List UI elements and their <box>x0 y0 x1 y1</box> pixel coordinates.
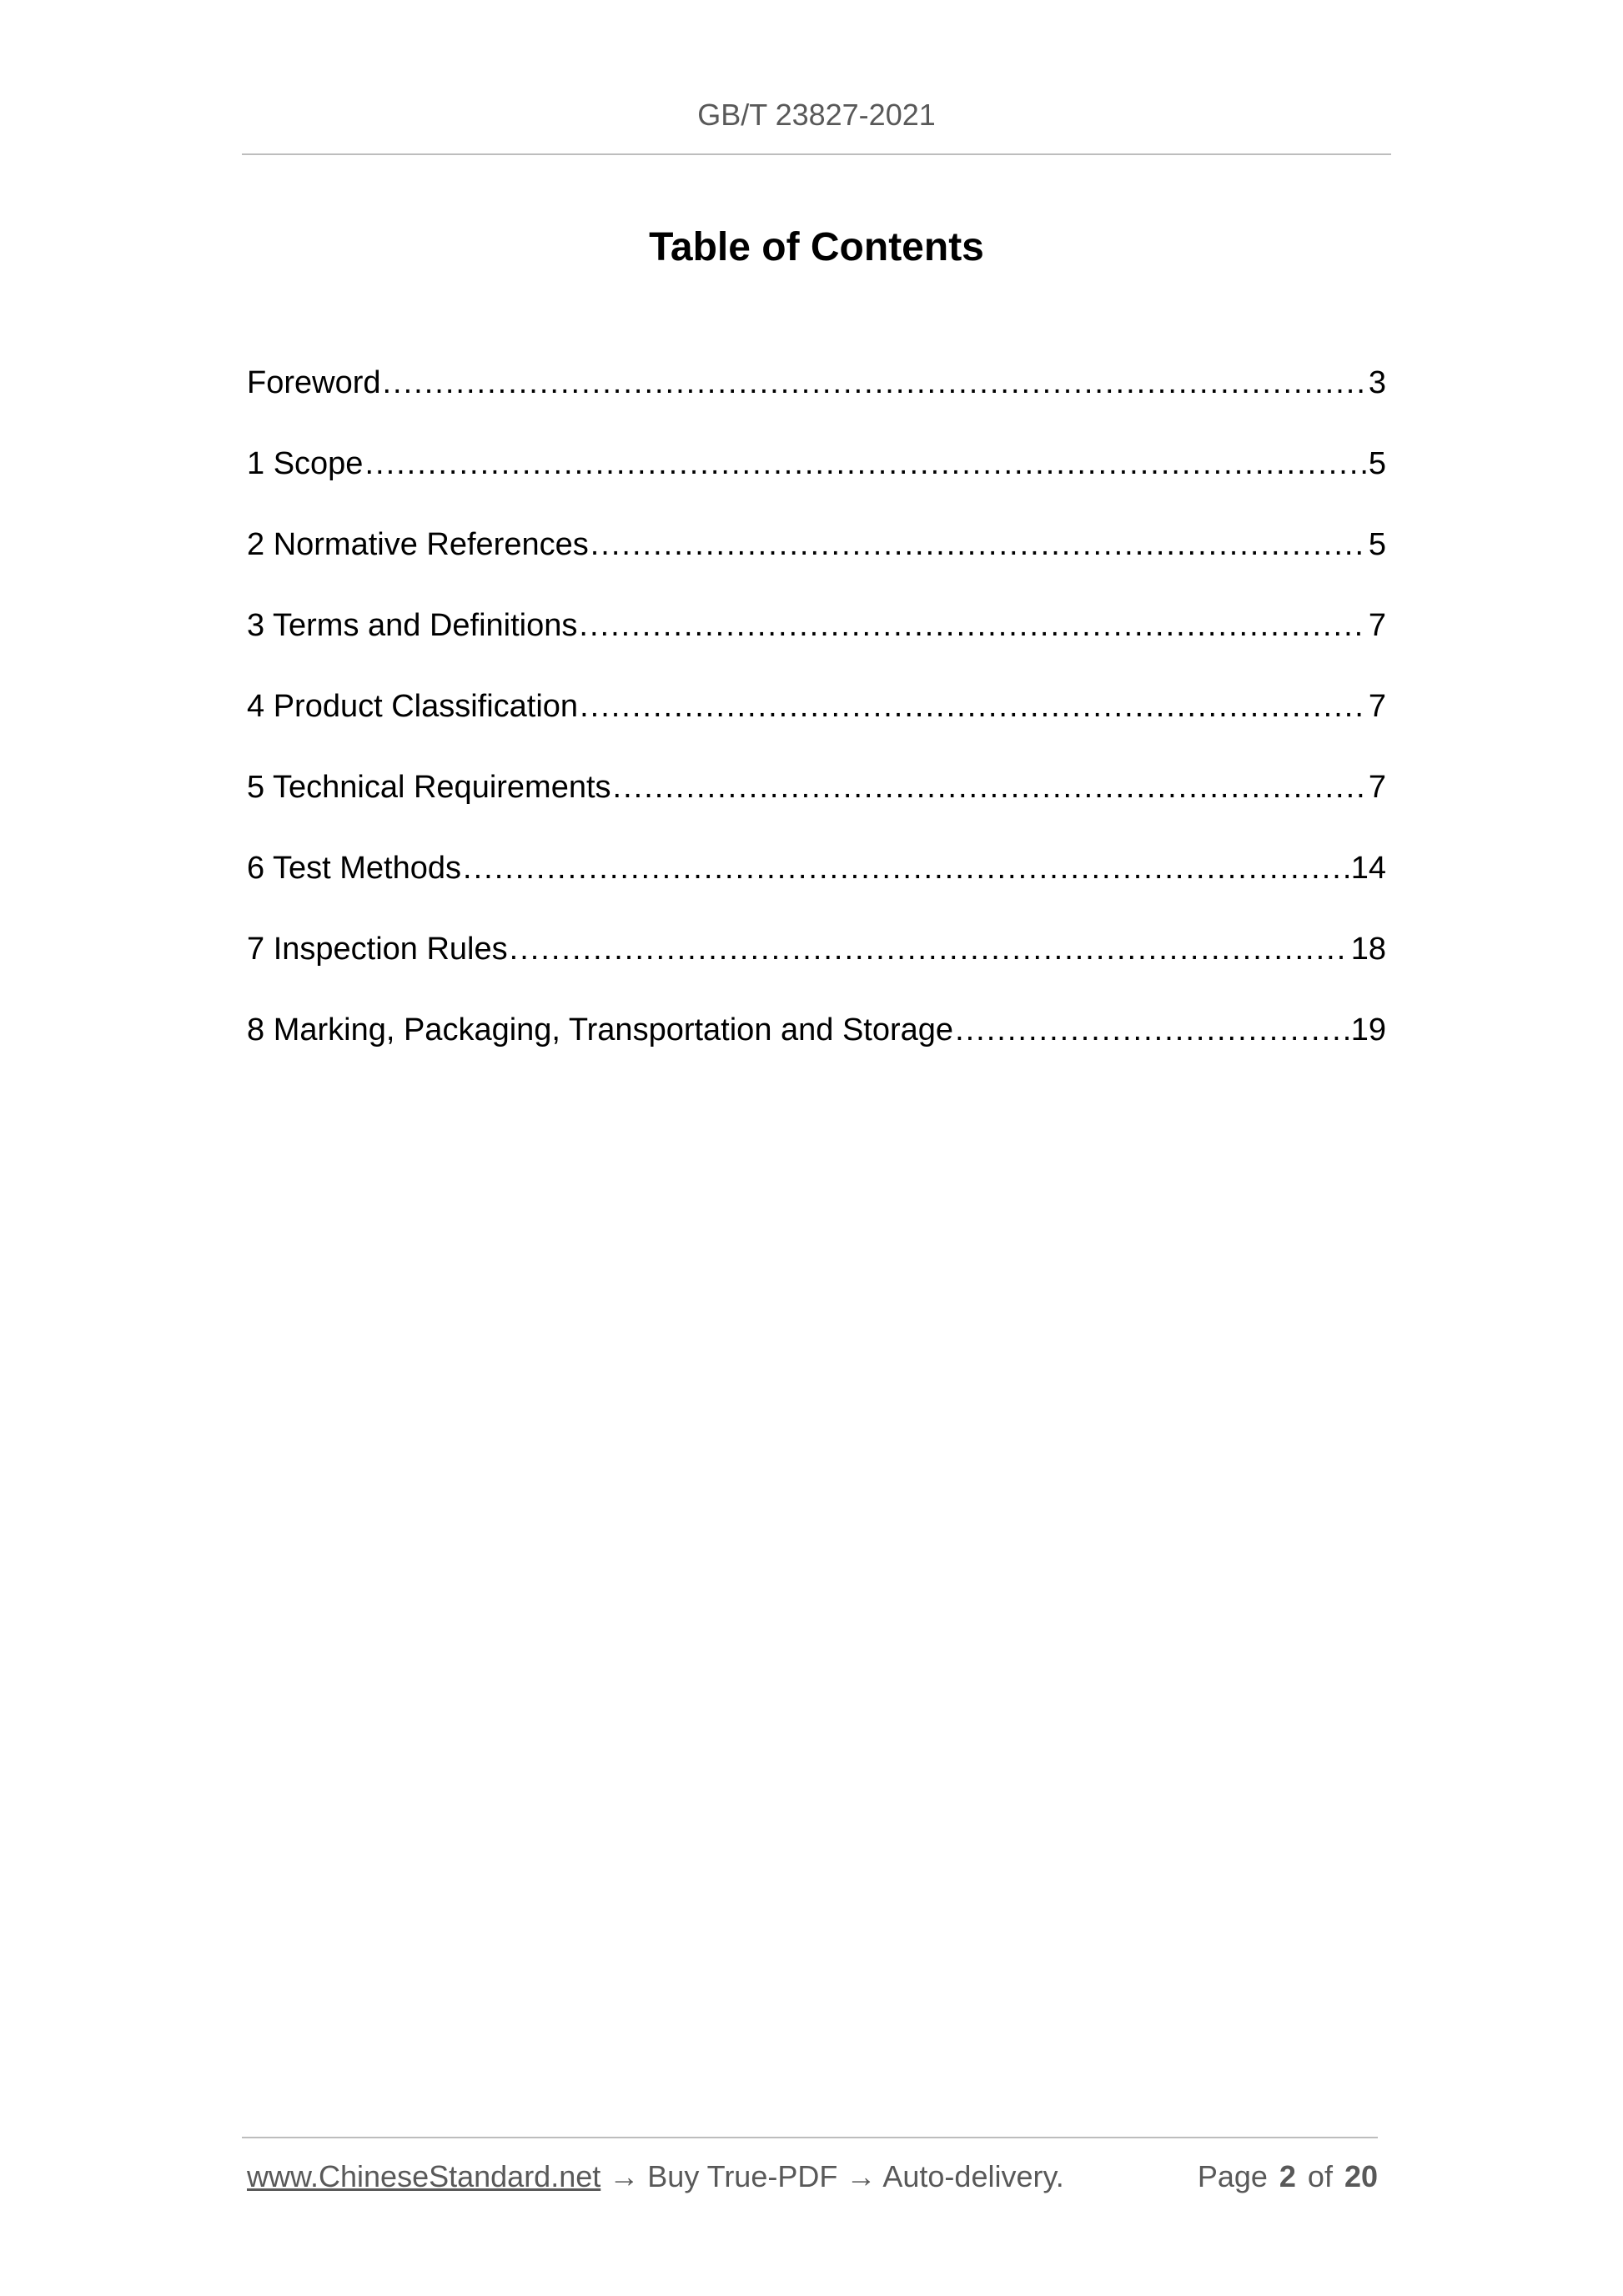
toc-entry-label: 4 Product Classification <box>247 677 578 736</box>
toc-dot-leader <box>383 354 1367 412</box>
footer-promo <box>247 2152 1064 2202</box>
toc-entry-label: 6 Test Methods <box>247 839 461 897</box>
toc-dot-leader <box>579 596 1366 655</box>
toc-entry-page: 14 <box>1350 851 1386 886</box>
toc-entry-product-classification[interactable] <box>247 677 1386 758</box>
toc-dot-leader <box>955 1001 1349 1059</box>
toc-dot-leader <box>580 677 1367 736</box>
toc-entry-label: 1 Scope <box>247 435 363 493</box>
delivery-text: Auto-delivery. <box>882 2159 1064 2193</box>
toc-entry-page: 5 <box>1368 446 1386 481</box>
page-header <box>242 90 1391 155</box>
toc-dot-leader <box>463 839 1349 897</box>
toc-title: Table of Contents <box>649 225 984 269</box>
toc-entry-label: 3 Terms and Definitions <box>247 596 577 655</box>
standard-code: GB/T 23827-2021 <box>697 98 936 132</box>
toc-entry-normative-references[interactable] <box>247 515 1386 596</box>
current-page: 2 <box>1279 2159 1296 2193</box>
toc-entry-scope[interactable] <box>247 435 1386 515</box>
toc-entry-test-methods[interactable] <box>247 839 1386 920</box>
toc-dot-leader <box>613 758 1367 816</box>
buy-text: Buy True-PDF <box>647 2159 838 2193</box>
total-pages: 20 <box>1344 2159 1378 2193</box>
toc-entry-inspection-rules[interactable] <box>247 920 1386 1001</box>
arrow-right-icon: → <box>846 2159 877 2193</box>
toc-entry-page: 7 <box>1368 608 1386 643</box>
toc-dot-leader <box>364 435 1366 493</box>
website-link[interactable]: www.ChineseStandard.net <box>247 2159 601 2193</box>
toc-entry-terms-definitions[interactable] <box>247 596 1386 677</box>
toc-list <box>247 354 1386 1082</box>
toc-entry-page: 3 <box>1368 365 1386 400</box>
toc-entry-technical-requirements[interactable] <box>247 758 1386 839</box>
toc-entry-page: 18 <box>1350 932 1386 967</box>
toc-entry-page: 7 <box>1368 770 1386 805</box>
page-number <box>1198 2152 1378 2202</box>
toc-entry-marking-packaging[interactable] <box>247 1001 1386 1082</box>
toc-entry-label: 5 Technical Requirements <box>247 758 611 816</box>
arrow-right-icon: → <box>609 2159 640 2193</box>
toc-entry-label: 7 Inspection Rules <box>247 920 508 978</box>
toc-dot-leader <box>590 515 1367 574</box>
toc-dot-leader <box>510 920 1349 978</box>
page-label: Page <box>1197 2159 1268 2193</box>
toc-entry-page: 19 <box>1350 1012 1386 1048</box>
toc-entry-foreword[interactable] <box>247 354 1386 435</box>
toc-entry-page: 7 <box>1368 689 1386 724</box>
toc-entry-label: Foreword <box>247 354 381 412</box>
of-label: of <box>1307 2159 1333 2193</box>
toc-entry-label: 2 Normative References <box>247 515 589 574</box>
page-footer <box>247 2152 1378 2202</box>
footer-divider <box>242 2137 1378 2138</box>
toc-entry-page: 5 <box>1368 527 1386 562</box>
toc-entry-label: 8 Marking, Packaging, Transportation and Storage <box>247 1001 953 1059</box>
